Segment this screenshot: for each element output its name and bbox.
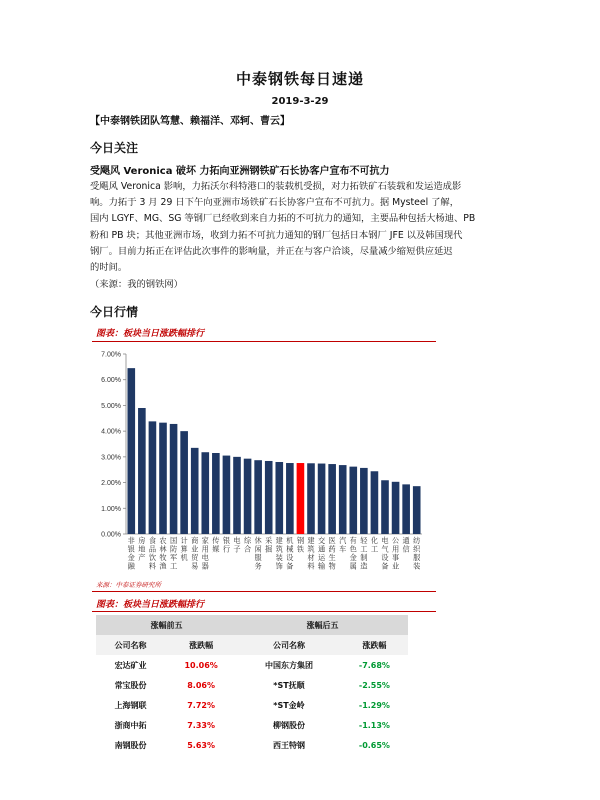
bar (254, 460, 262, 534)
x-tick-label: 媒 (212, 544, 220, 554)
bar (402, 484, 410, 534)
bar (381, 480, 389, 534)
x-tick-label: 车 (339, 544, 347, 554)
x-tick-label: 生 (328, 553, 336, 562)
news-line: 钢厂。目前力拓正在评估此次事件的影响量，并正在与客户洽谈，尽量减少缩短供应延迟 (90, 245, 453, 257)
x-tick-label: 属 (349, 561, 357, 571)
x-tick-label: 用 (391, 544, 400, 554)
report-date: 2019-3-29 (271, 96, 329, 107)
x-tick-label: 金 (127, 553, 135, 562)
x-tick-label: 牧 (159, 553, 167, 562)
bottom-company: 柳钢股份 (272, 720, 305, 730)
table-row (96, 695, 408, 715)
x-tick-label: 行 (222, 544, 231, 554)
news-line: 的时间。 (90, 262, 128, 274)
x-tick-label: 务 (254, 561, 262, 571)
figure2-title: 图表：板块当日涨跌幅排行 (96, 600, 205, 610)
x-tick-label: 贸 (191, 553, 199, 562)
x-tick-label: 饰 (275, 561, 283, 571)
bar (328, 464, 336, 534)
market-heading: 今日行情 (90, 305, 139, 319)
x-tick-label: 信 (402, 544, 410, 554)
x-tick-label: 非 (127, 536, 135, 545)
x-tick-label: 械 (286, 544, 294, 554)
bar (349, 467, 357, 534)
news-paragraph (90, 179, 520, 276)
figure1-rule (92, 341, 436, 342)
x-tick-label: 轻 (360, 536, 368, 545)
x-tick-label: 闲 (254, 544, 262, 554)
x-tick-label: 国 (169, 536, 178, 545)
movers-table (96, 615, 408, 755)
bar (180, 431, 188, 534)
top-company: 常宝股份 (114, 680, 147, 690)
col-company: 公司名称 (96, 635, 165, 655)
bottom-company: *ST抚顺 (273, 680, 305, 690)
bottom-five-header: 涨幅后五 (237, 615, 408, 635)
col-change: 涨跌幅 (341, 635, 408, 655)
x-tick-label: 输 (317, 561, 326, 571)
x-tick-label: 建 (307, 536, 315, 545)
x-tick-label: 采 (265, 536, 273, 545)
x-tick-label: 家 (201, 536, 209, 545)
x-tick-label: 融 (127, 561, 135, 571)
x-tick-label: 业 (191, 544, 199, 554)
news-source: （来源：我的钢铁网） (90, 279, 183, 290)
x-tick-label: 备 (381, 561, 389, 571)
x-tick-label: 汽 (339, 536, 347, 545)
x-tick-label: 业 (391, 561, 400, 571)
x-axis-labels (128, 536, 421, 571)
x-tick-label: 钢 (296, 536, 305, 545)
bar (275, 462, 283, 534)
x-tick-label: 服 (254, 553, 262, 562)
bottom-change: -1.13% (358, 720, 390, 730)
x-tick-label: 合 (243, 544, 252, 554)
x-tick-label: 运 (317, 553, 326, 562)
x-tick-label: 工 (370, 544, 379, 554)
x-tick-label: 防 (169, 544, 178, 554)
col-change: 涨跌幅 (165, 635, 237, 655)
news-line: 受飓风 Veronica 影响，力拓沃尔科特港口的装载机受损，对力拓铁矿石装载和发运造成影 (90, 181, 462, 192)
bar (159, 423, 167, 534)
bar (149, 421, 157, 534)
x-tick-label: 休 (254, 536, 262, 545)
bar (360, 468, 368, 534)
x-tick-label: 筑 (275, 544, 283, 554)
team-line: 【中泰钢铁团队笃慧、赖福洋、邓轲、曹云】 (90, 116, 290, 127)
figure2-rule (92, 611, 436, 612)
news-line: 国内 LGYF、MG、SG 等钢厂已经收到来自力拓的不可抗力的通知，主要品种包括大杨迪、PB (90, 213, 476, 225)
x-tick-label: 电 (381, 536, 389, 545)
bar (170, 424, 178, 534)
x-tick-label: 物 (328, 561, 336, 571)
col-company: 公司名称 (237, 635, 341, 655)
bar (286, 463, 294, 534)
top-company: 浙商中拓 (114, 720, 147, 730)
bar (413, 486, 421, 534)
x-tick-label: 产 (138, 553, 146, 562)
x-tick-label: 银 (127, 544, 135, 554)
y-tick-label: 1.00% (101, 505, 121, 513)
top-five-header: 涨幅前五 (96, 615, 237, 635)
top-company: 上海钢联 (114, 700, 147, 710)
x-tick-label: 算 (180, 544, 188, 554)
x-tick-label: 工 (169, 561, 178, 571)
y-tick-label: 3.00% (101, 454, 121, 462)
top-change: 5.63% (187, 740, 215, 750)
bar (223, 456, 231, 534)
bottom-change: -1.29% (358, 700, 390, 710)
x-tick-label: 电 (233, 536, 241, 545)
x-tick-label: 料 (148, 561, 157, 571)
bottom-company: 中国东方集团 (264, 660, 313, 670)
bars (127, 368, 420, 534)
y-tick-label: 7.00% (101, 351, 121, 359)
x-tick-label: 计 (180, 536, 188, 545)
x-tick-label: 综 (243, 536, 252, 545)
x-tick-label: 筑 (307, 544, 315, 554)
x-tick-label: 装 (413, 561, 421, 571)
x-tick-label: 料 (307, 561, 315, 571)
x-tick-label: 军 (169, 553, 178, 562)
bar (318, 464, 326, 534)
figure1-title: 图表：板块当日涨跌幅排行 (96, 329, 205, 339)
x-tick-label: 制 (360, 553, 368, 562)
page-title: 中泰钢铁每日速递 (235, 70, 364, 88)
x-tick-label: 备 (286, 561, 294, 571)
x-tick-label: 易 (191, 561, 199, 571)
bar (212, 453, 220, 534)
x-tick-label: 装 (275, 553, 283, 562)
bottom-change: -7.68% (358, 660, 390, 670)
movers-group-header (96, 615, 408, 635)
bottom-company: *ST金岭 (273, 700, 305, 710)
x-tick-label: 用 (201, 544, 209, 554)
bar (392, 482, 400, 534)
bar (307, 463, 315, 534)
x-tick-label: 银 (222, 536, 231, 545)
figure1-bottom-rule (92, 591, 436, 592)
x-tick-label: 饮 (148, 553, 157, 562)
bottom-change: -0.65% (358, 740, 390, 750)
focus-heading: 今日关注 (90, 141, 139, 155)
x-tick-label: 色 (349, 544, 357, 554)
x-tick-label: 公 (391, 536, 400, 545)
x-tick-label: 气 (381, 544, 389, 554)
y-tick-label: 0.00% (101, 531, 121, 539)
table-row (96, 715, 408, 735)
y-tick-label: 5.00% (101, 402, 121, 410)
x-tick-label: 交 (317, 536, 326, 545)
x-tick-label: 子 (233, 544, 241, 554)
x-tick-label: 金 (349, 553, 357, 562)
x-tick-label: 事 (391, 553, 400, 562)
table-row (96, 735, 408, 755)
x-tick-label: 通 (317, 544, 326, 554)
x-tick-label: 工 (360, 544, 368, 554)
bar (371, 471, 379, 534)
figure1-source: 来源：中泰证券研究所 (96, 581, 161, 589)
x-tick-label: 通 (402, 536, 410, 545)
y-tick-label: 2.00% (101, 480, 121, 488)
x-tick-label: 食 (148, 536, 157, 545)
x-tick-label: 材 (307, 553, 315, 562)
bar (265, 461, 273, 534)
x-tick-label: 掘 (265, 544, 273, 554)
x-tick-label: 服 (413, 553, 421, 562)
table-row (96, 655, 408, 675)
bar (244, 459, 252, 534)
x-tick-label: 药 (328, 544, 336, 554)
x-tick-label: 造 (360, 561, 368, 571)
x-tick-label: 农 (159, 536, 167, 545)
bar (191, 448, 199, 534)
top-company: 宏达矿业 (114, 660, 147, 670)
movers-column-header (96, 635, 408, 655)
top-company: 南钢股份 (114, 740, 147, 750)
x-tick-label: 渔 (159, 561, 167, 571)
top-change: 8.06% (187, 680, 215, 690)
x-tick-label: 地 (138, 544, 146, 554)
news-title: 受飓风 Veronica 破坏 力拓向亚洲钢铁矿石长协客户宣布不可抗力 (90, 166, 390, 177)
bottom-company: 西王特钢 (272, 740, 305, 750)
y-tick-label: 6.00% (101, 377, 121, 385)
x-tick-label: 商 (191, 536, 199, 545)
x-tick-label: 医 (328, 536, 336, 545)
x-tick-label: 设 (381, 553, 389, 562)
bar (339, 465, 347, 534)
x-tick-label: 建 (275, 536, 283, 545)
x-tick-label: 品 (148, 544, 157, 554)
x-tick-label: 机 (180, 553, 188, 562)
bottom-change: -2.55% (358, 680, 390, 690)
x-tick-label: 机 (286, 536, 294, 545)
x-tick-label: 林 (159, 544, 167, 554)
x-tick-label: 器 (201, 561, 209, 571)
x-tick-label: 织 (413, 544, 421, 554)
sector-bar-chart (88, 344, 438, 576)
top-change: 7.72% (187, 700, 215, 710)
bar (127, 368, 135, 534)
x-tick-label: 化 (370, 536, 379, 545)
top-change: 10.06% (184, 660, 218, 670)
x-tick-label: 纺 (413, 536, 421, 545)
bar (233, 457, 241, 534)
bar (138, 408, 146, 534)
x-tick-label: 设 (286, 553, 294, 562)
top-change: 7.33% (187, 720, 215, 730)
news-line: 粉和 PB 块；其他亚洲市场，收到力拓不可抗力通知的钢厂包括日本钢厂 JFE 以及韩国现代 (90, 229, 463, 241)
x-tick-label: 房 (138, 536, 146, 545)
news-line: 响。力拓于 3 月 29 日下午向亚洲市场铁矿石长协客户宣布不可抗力。据 Mysteel 了解， (90, 197, 460, 209)
bar (201, 452, 209, 534)
x-tick-label: 有 (349, 536, 357, 545)
x-tick-label: 铁 (296, 544, 305, 554)
x-tick-label: 传 (212, 536, 220, 545)
y-tick-label: 4.00% (101, 428, 121, 436)
bar (297, 463, 305, 534)
table-row (96, 675, 408, 695)
x-tick-label: 电 (201, 553, 209, 562)
